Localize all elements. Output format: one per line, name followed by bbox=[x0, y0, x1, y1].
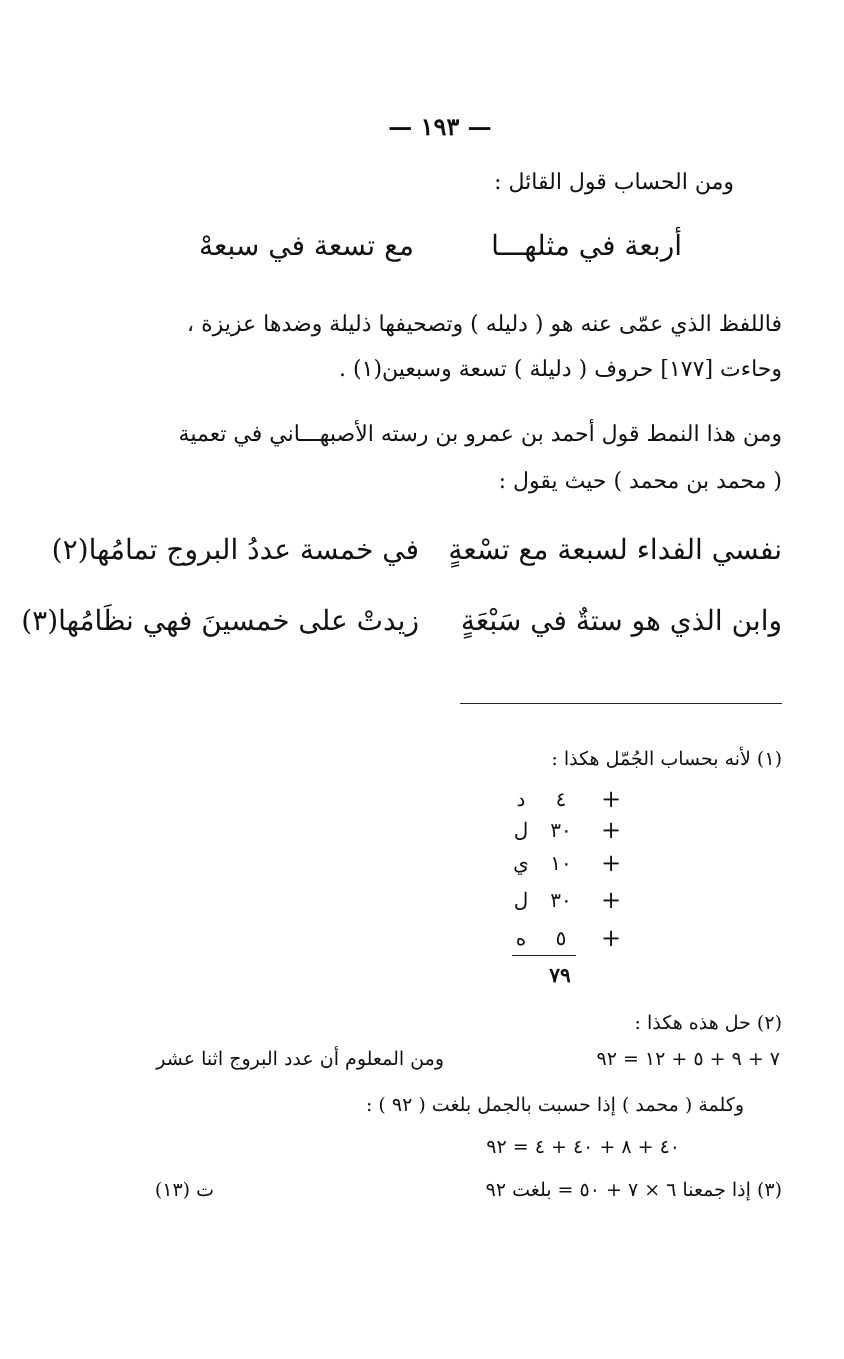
paragraph1-line2: وحاءت [١٧٧] حروف ( دليلة ) تسعة وسبعين(١) . bbox=[339, 357, 782, 382]
footnote-2-equation: ٧ + ٩ + ٥ + ١٢ = ٩٢ bbox=[596, 1048, 780, 1070]
footnote-1-heading: (١) لأنه بحساب الجُمّل هكذا : bbox=[551, 748, 782, 770]
page-number: — ١٩٣ — bbox=[388, 112, 492, 141]
paragraph1-line1: فاللفظ الذي عمّى عنه هو ( دليله ) وتصحيفها ذليلة وضدها عزيزة ، bbox=[187, 312, 782, 337]
verse2-line2-second: زيدتْ على خمسينَ فهي نظَامُها(٣) bbox=[21, 604, 419, 637]
footnote-2-line2: وكلمة ( محمد ) إذا حسبت بالجمل بلغت ( ٩٢ ) : bbox=[365, 1094, 744, 1116]
sum-letter: د bbox=[516, 787, 526, 811]
sum-letter: ه bbox=[515, 926, 527, 950]
sum-letter: ل bbox=[513, 818, 529, 842]
sum-number: ٥ bbox=[555, 926, 567, 950]
footnote-2-line3: ٤٠ + ٨ + ٤٠ + ٤ = ٩٢ bbox=[486, 1136, 680, 1158]
paragraph2-line2: ( محمد بن محمد ) حيث يقول : bbox=[498, 469, 782, 494]
verse2-line1-second: في خمسة عددُ البروج تمامُها(٢) bbox=[51, 533, 419, 566]
verse2-line2-first: وابن الذي هو ستةٌ في سَبْعَةٍ bbox=[460, 604, 782, 637]
verse1-first-hemistich: أربعة في مثلهـــا bbox=[491, 229, 682, 262]
sum-number: ٣٠ bbox=[550, 888, 572, 912]
plus-sign: + bbox=[600, 849, 622, 877]
footnote-2-note: ومن المعلوم أن عدد البروج اثنا عشر bbox=[156, 1048, 444, 1070]
sum-underline bbox=[512, 955, 576, 956]
sum-letter: ي bbox=[513, 851, 529, 875]
paragraph2-line1: ومن هذا النمط قول أحمد بن عمرو بن رسته الأصبهـــاني في تعمية bbox=[178, 422, 782, 447]
sum-row bbox=[0, 850, 844, 876]
footnote-3-line: (٣) إذا جمعنا ٦ × ٧ + ٥٠ = بلغت ٩٢ bbox=[485, 1179, 782, 1201]
plus-sign: + bbox=[600, 785, 622, 813]
sum-row bbox=[0, 817, 844, 843]
sum-row bbox=[0, 925, 844, 951]
sum-number: ٣٠ bbox=[550, 818, 572, 842]
verse1-second-hemistich: مع تسعة في سبعهْ bbox=[198, 229, 414, 262]
sum-letter: ل bbox=[513, 888, 529, 912]
intro-line: ومن الحساب قول القائل : bbox=[494, 170, 734, 195]
plus-sign: + bbox=[600, 886, 622, 914]
verse2-line1-first: نفسي الفداء لسبعة مع تسْعةٍ bbox=[448, 533, 782, 566]
sum-total: ٧٩ bbox=[549, 963, 571, 987]
sum-number: ١٠ bbox=[550, 851, 572, 875]
sum-row bbox=[0, 786, 844, 812]
sum-row bbox=[0, 887, 844, 913]
sum-number: ٤ bbox=[555, 787, 567, 811]
page-signature: ت (١٣) bbox=[154, 1179, 214, 1201]
plus-sign: + bbox=[600, 924, 622, 952]
footnote-2-heading: (٢) حل هذه هكذا : bbox=[634, 1012, 782, 1034]
plus-sign: + bbox=[600, 816, 622, 844]
footnote-divider bbox=[460, 703, 782, 704]
